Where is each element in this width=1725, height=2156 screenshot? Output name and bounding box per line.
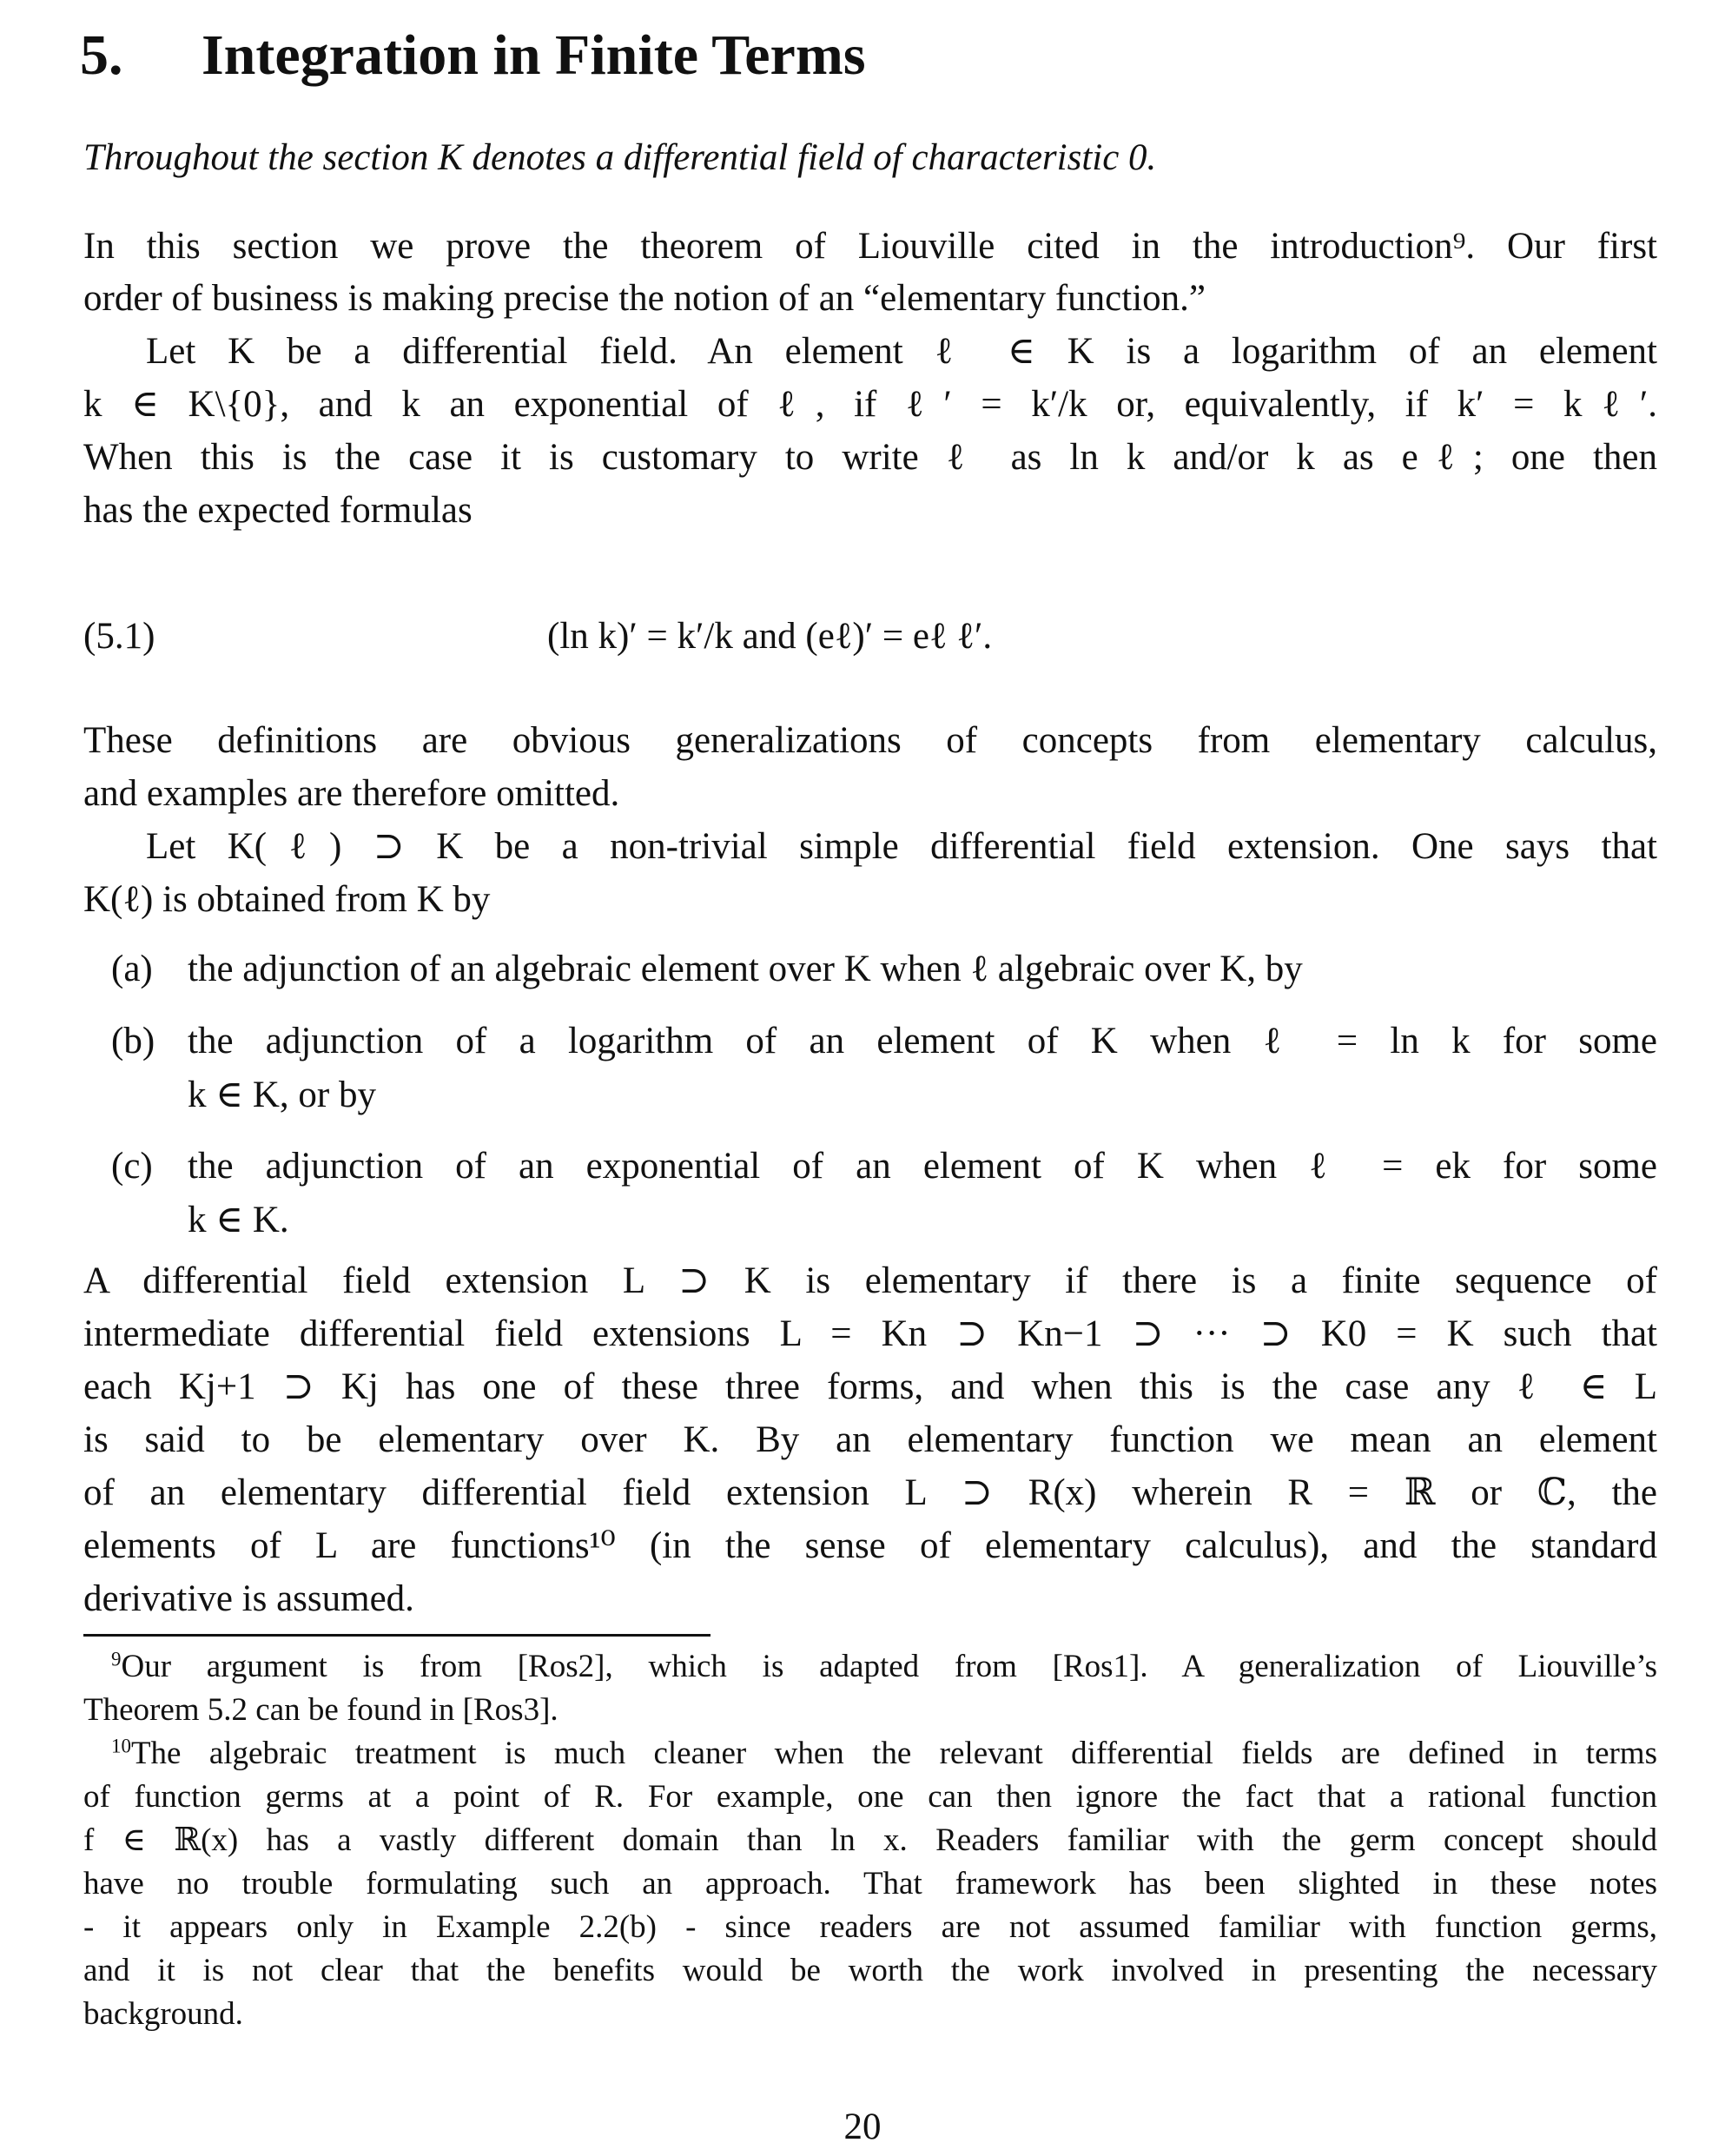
- footnote-line: [111, 1650, 1657, 1683]
- text-line: intermediate differential field extensions L = Kn ⊃ Kn−1 ⊃ ··· ⊃ K0 = K such that: [83, 1313, 1657, 1354]
- section-assumption: Throughout the section K denotes a differential field of characteristic 0.: [83, 137, 1157, 178]
- text-line: K(ℓ) is obtained from K by: [83, 879, 491, 920]
- text-line: These definitions are obvious generalizations of concepts from elementary calculus,: [83, 720, 1657, 761]
- text-line: and examples are therefore omitted.: [83, 773, 620, 814]
- list-item-a-line: the adjunction of an algebraic element over K when ℓ algebraic over K, by: [188, 949, 1303, 989]
- text-line: each Kj+1 ⊃ Kj has one of these three forms, and when this is the case any ℓ ∈ L: [83, 1366, 1657, 1407]
- footnote-line: and it is not clear that the benefits would be worth the work involved in presenting the necessary: [83, 1953, 1657, 1988]
- list-item-c-line: the adjunction of an exponential of an element of K when ℓ = ek for some: [188, 1146, 1657, 1187]
- section-title: Integration in Finite Terms: [202, 23, 866, 87]
- list-item-b-line: k ∈ K, or by: [188, 1075, 376, 1115]
- list-item-b-line: the adjunction of a logarithm of an element of K when ℓ = ln k for some: [188, 1021, 1657, 1061]
- text-line: of an elementary differential field extension L ⊃ R(x) wherein R = ℝ or ℂ, the: [83, 1472, 1657, 1513]
- footnote-line: [111, 1737, 1657, 1769]
- equation-label: (5.1): [83, 616, 155, 657]
- text-line: derivative is assumed.: [83, 1578, 414, 1619]
- footnote-rule: [83, 1634, 710, 1637]
- text-line: elements of L are functions¹⁰ (in the sense of elementary calculus), and the standard: [83, 1525, 1657, 1566]
- footnote-text: Our argument is from [Ros2], which is adapted from [Ros1]. A generalization of Liouville’s: [121, 1649, 1657, 1684]
- equation-5-1: (ln k)′ = k′/k and (eℓ)′ = eℓ ℓ′.: [547, 616, 993, 657]
- text-line: has the expected formulas: [83, 490, 473, 531]
- text-line: order of business is making precise the notion of an “elementary function.”: [83, 278, 1206, 319]
- footnote-line: background.: [83, 1996, 243, 2032]
- text-line: Let K(ℓ) ⊃ K be a non-trivial simple differential field extension. One says that: [146, 826, 1657, 867]
- text-line: When this is the case it is customary to write ℓ as ln k and/or k as eℓ; one then: [83, 437, 1657, 478]
- section-heading: [80, 23, 866, 89]
- text-line: Let K be a differential field. An element ℓ ∈ K is a logarithm of an element: [146, 331, 1657, 372]
- list-label-b: (b): [111, 1021, 155, 1061]
- text-line: In this section we prove the theorem of Liouville cited in the introduction⁹. Our first: [83, 226, 1657, 267]
- footnote-line: f ∈ ℝ(x) has a vastly different domain than ln x. Readers familiar with the germ concept should: [83, 1822, 1657, 1858]
- footnote-mark: 10: [111, 1735, 131, 1757]
- footnote-line: of function germs at a point of R. For example, one can then ignore the fact that a rational function: [83, 1779, 1657, 1815]
- text-line: A differential field extension L ⊃ K is elementary if there is a finite sequence of: [83, 1260, 1657, 1301]
- list-item-c-line: k ∈ K.: [188, 1200, 289, 1240]
- text-line: k ∈ K\{0}, and k an exponential of ℓ, if ℓ′ = k′/k or, equivalently, if k′ = kℓ′.: [83, 384, 1657, 425]
- list-label-c: (c): [111, 1146, 153, 1187]
- list-label-a: (a): [111, 949, 153, 989]
- footnote-line: have no trouble formulating such an approach. That framework has been slighted in these notes: [83, 1866, 1657, 1901]
- footnote-mark: 9: [111, 1648, 122, 1670]
- page-number: 20: [843, 2106, 882, 2147]
- footnote-text: The algebraic treatment is much cleaner when the relevant differential fields are defined in terms: [130, 1736, 1657, 1771]
- section-number: 5.: [80, 23, 123, 87]
- footnote-line: - it appears only in Example 2.2(b) - since readers are not assumed familiar with function germs,: [83, 1909, 1657, 1945]
- footnote-line: Theorem 5.2 can be found in [Ros3].: [83, 1692, 558, 1728]
- text-line: is said to be elementary over K. By an elementary function we mean an element: [83, 1419, 1657, 1460]
